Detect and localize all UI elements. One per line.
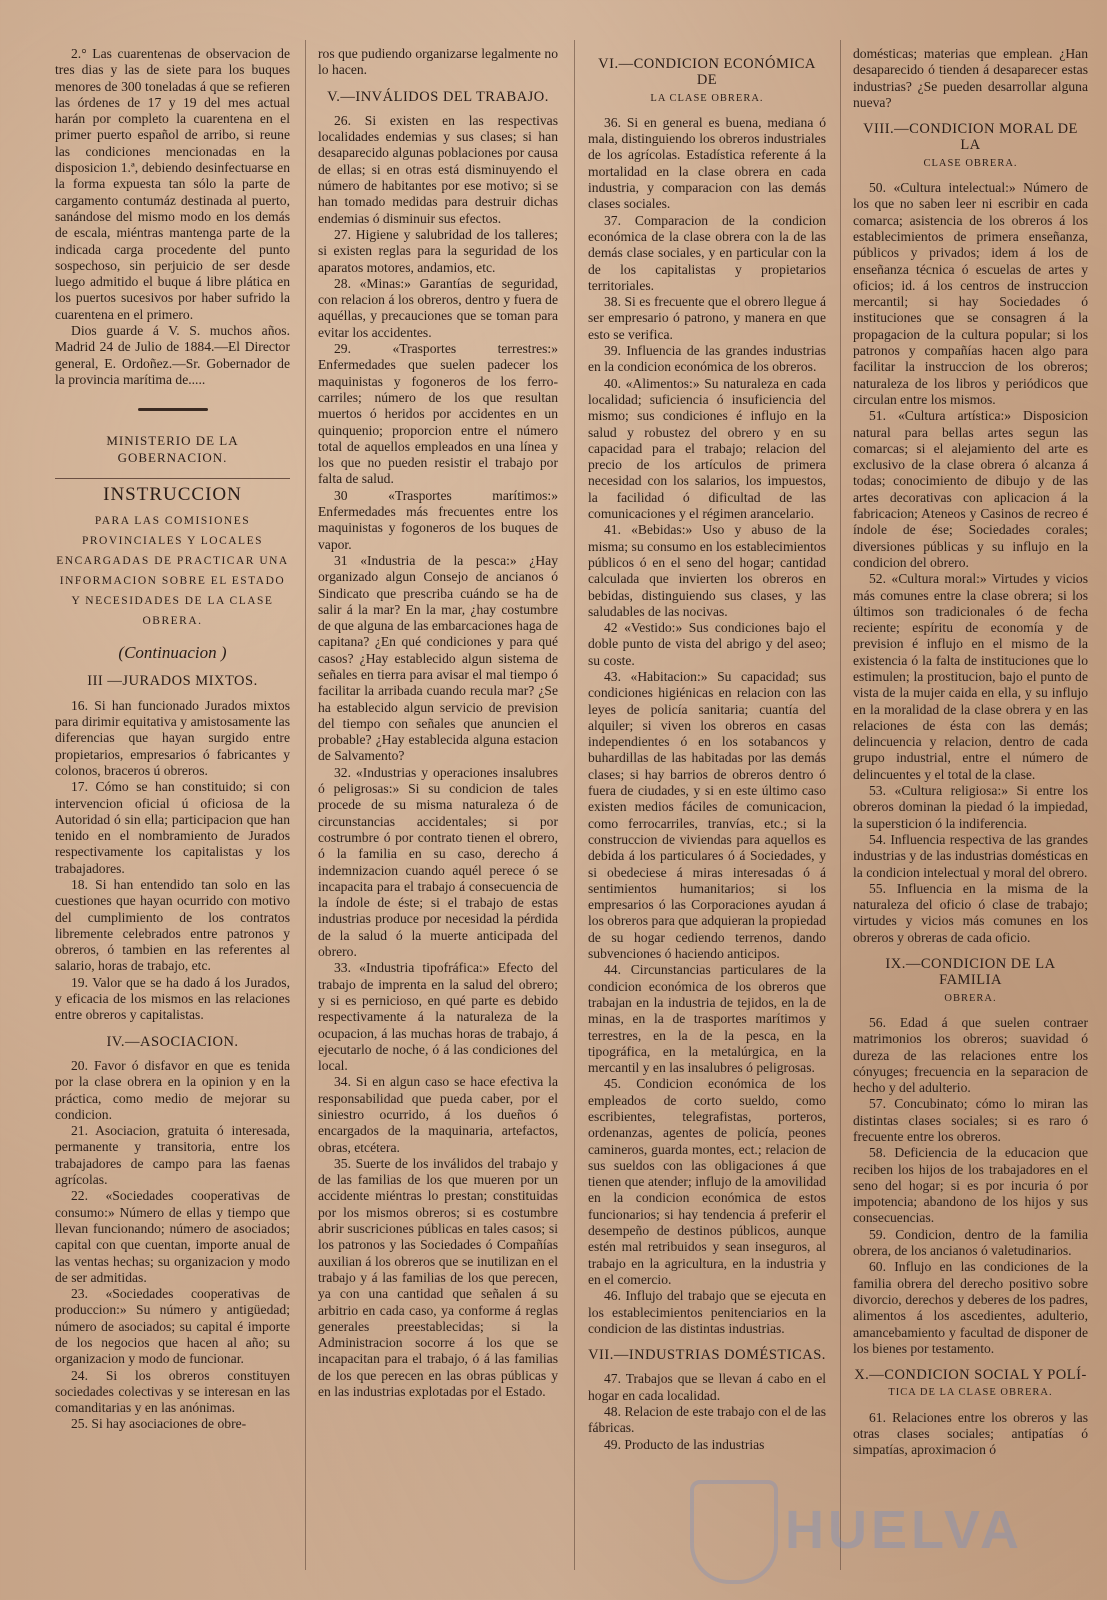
section-heading-line2: OBRERA.	[944, 992, 997, 1004]
paragraph: 44. Circunstancias particulares de la condicion económica de los obreros que trabajan en la industria de tejidos, en la de minas, en la de trasportes marítimos y terrestres, en la de la pesca, en la tipográfica, en la metalúrgica, en la mercantil y en las insalubres ó peligrosas.	[588, 962, 826, 1076]
paragraph: 18. Si han entendido tan solo en las cuestiones que hayan ocurrido con motivo del cumplimiento de los contratos libremente celebrados entre patronos y obreros, ó tambien en las referentes al salario, horas de trabajo, etc.	[55, 876, 290, 974]
paragraph: 28. «Minas:» Garantías de seguridad, con relacion á los obreros, dentro y fuera de aquéllas, y precauciones que se toman para evitar los accidentes.	[318, 275, 558, 340]
paragraph: 39. Influencia de las grandes industrias en la condicion económica de los obreros.	[588, 343, 826, 375]
section-heading-line1: VIII.—CONDICION MORAL DE LA	[863, 121, 1078, 154]
section-heading-line2: TICA DE LA CLASE OBRERA.	[888, 1387, 1053, 1399]
paragraph: 23. «Sociedades cooperativas de produccion:» Su número y antigüedad; número de asociados; su capital é importe de los negocios que hacen al año; su organizacion y modo de funcionar.	[55, 1286, 290, 1367]
paragraph: 36. Si en general es buena, mediana ó mala, distinguiendo los obreros industriales de los agrícolas. Estadística referente á la mortalidad en la clase obrera en cada industria, y comparacion con las demás clases sociales.	[588, 114, 826, 212]
ministry-heading: MINISTERIO DE LA GOBERNACION.	[106, 433, 239, 465]
paragraph: 27. Higiene y salubridad de los talleres; si existen reglas para la seguridad de los aparatos motores, andamios, etc.	[318, 226, 558, 275]
continuation-note: (Continuacion )	[118, 643, 227, 663]
paragraph: 24. Si los obreros constituyen sociedades colectivas y se interesan en las comanditarias y en las anónimas.	[55, 1367, 290, 1416]
paragraph: ros que pudiendo organizarse legalmente no lo hacen.	[318, 46, 558, 78]
paragraph: 34. Si en algun caso se hace efectiva la responsabilidad que pueda caber, por el siniestro ocurrido, á los dueños ó encargados de la maquinaria, artefactos, obras, etcétera.	[318, 1074, 558, 1155]
paragraph: 31 «Industria de la pesca:» ¿Hay organizado algun Consejo de ancianos ó Sindicato que prescriba cuándo se ha de salir á la mar? En la mar, ¿hay costumbre de que alguna de las embarcaciones haga de capitana? ¿En qué condiciones y para qué casos? ¿Hay establecido algun sistema de señales en tierra para avisar el mal tiempo ó facilitar la arribada cuando recula mar? ¿Se ha establecido algun servicio de prevision del tiempo con señales que anuncien el probable? ¿Hay establecida alguna estacion de Salvamento?	[318, 552, 558, 764]
paragraph: 38. Si es frecuente que el obrero llegue á ser empresario ó patrono, y manera en que esto se verifica.	[588, 294, 826, 342]
paragraph: 57. Concubinato; cómo lo miran las distintas clases sociales; si es raro ó frecuente entre los obreros.	[853, 1096, 1088, 1144]
paragraph: 50. «Cultura intelectual:» Número de los que no saben leer ni escribir en cada comarca; asistencia de los obreros á los establecimientos de primera enseñanza, públicos y privados; idem á los de enseñanza técnica ó escuelas de artes y oficios; id. á los centros de instruccion mercantil; si hay Sociedades ó instituciones que se consagren á la propagacion de la cultura popular; si los patronos y compañías hacen algo para facilitar la instruccion de los obreros; naturaleza de los libros y periódicos que circulan entre los mismos.	[853, 180, 1088, 407]
instruction-subtitle: PARA LAS COMISIONES PROVINCIALES Y LOCALES ENCARGADAS DE PRACTICAR UNA INFORMACION SOBRE EL ESTADO Y NECESIDADES DE LA CLASE OBRERA.	[56, 515, 289, 628]
paragraph: 25. Si hay asociaciones de obre-	[71, 1416, 247, 1432]
instruction-title: INSTRUCCION	[55, 478, 290, 503]
watermark-text: HUELVA	[785, 1500, 1023, 1560]
paragraph: 2.° Las cuarentenas de observacion de tres dias y las de siete para los buques menores de 300 toneladas á que se refieren las órdenes de 17 y 19 del mes actual harán por completo la cuarentena en el primer puerto español de arribo, si reune las condiciones mencionadas en la disposicion 1.ª, debiendo desinfectuarse en la forma expuesta tan sólo la parte de cargamento contumáz destinada al puerto, sanándose del mismo modo en los demás de escala, miéntras mantenga parte de la indicada carga procedente del punto sospechoso, sin perjuicio de ser desde luego admitido el buque á libre plática en los puertos sucesivos por haber sufrido la cuarentena en el primero.	[55, 46, 290, 322]
paragraph: 52. «Cultura moral:» Virtudes y vicios más comunes entre la clase obrera; si los últimos son tradicionales ó de fecha reciente; espíritu de economía y de prevision é influjo en el mismo de la existencia ó la falta de instituciones que lo estimulen; la prostitucion, bajo el punto de vista de la mujer caida en ella, y su influjo en la moralidad de la clase obrera y en las relaciones de ésta con las demás; delincuencia y relacion, dentro de cada grupo industrial, entre el número de delincuentes y el total de la clase.	[853, 571, 1088, 782]
section-heading-line2: CLASE OBRERA.	[923, 157, 1018, 169]
column-1	[55, 46, 290, 1566]
section-heading: IV.—ASOCIACION.	[106, 1033, 239, 1050]
paragraph: 40. «Alimentos:» Su naturaleza en cada localidad; suficiencia ó insuficiencia del mismo; sus condiciones é influjo en la salud y robustez del obrero y en su capacidad para el trabajo; relacion del precio de los artículos de primera necesidad con los salarios, los impuestos, la facilidad ó dificultad de las comunicaciones y el régimen arancelario.	[588, 375, 826, 522]
paragraph: 33. «Industria tipofráfica:» Efecto del trabajo de imprenta en la salud del obrero; y si es pernicioso, en qué parte es debido respectivamente á la naturaleza de la ocupacion, á las muchas horas de trabajo, á ejecutarlo de noche, ó á las condiciones del local.	[318, 960, 558, 1074]
paragraph: 19. Valor que se ha dado á los Jurados, y eficacia de los mismos en las relaciones entre obreros y capitalistas.	[55, 974, 290, 1023]
paragraph: 53. «Cultura religiosa:» Si entre los obreros dominan la piedad ó la impiedad, la supersticion ó la indiferencia.	[853, 783, 1088, 831]
column-rule	[574, 40, 575, 1570]
paragraph: 54. Influencia respectiva de las grandes industrias y de las industrias domésticas en la condicion intelectual y moral del obrero.	[853, 831, 1088, 880]
section-heading-line1: IX.—CONDICION DE LA FAMILIA	[885, 956, 1056, 989]
column-3	[588, 46, 826, 1566]
paragraph: 43. «Habitacion:» Su capacidad; sus condiciones higiénicas en relacion con las leyes de policía sanitaria; cuantía del alquiler; si viven los obreros en casas independientes ó en los sotabancos y buhardillas de las habitadas por las demás clases; si hay barrios de obreros dentro ó fuera de ciudades, y si en este último caso existen medios fáciles de comunicacion, como ferrocarriles, tranvías, etc.; si la construccion de viviendas para aquellos es debida á los particulares ó á Sociedades, y si obedeciese á miras interesadas ó á sentimientos humanitarios; si los empresarios ó las Corporaciones ayudan á los obreros para que adquieran la propiedad de su hogar cediendo terrenos, dando subvenciones ó haciendo anticipos.	[588, 668, 826, 962]
paragraph: 26. Si existen en las respectivas localidades endemias y sus clases; si han desaparecido algunas poblaciones por causa de ellas; si en otras está disminuyendo el número de habitantes por ese motivo; si se han tomado medidas para destruir dichas endemias ó disminuir sus efectos.	[318, 112, 558, 226]
paragraph: 51. «Cultura artística:» Disposicion natural para bellas artes segun las comarcas; si el alejamiento del arte es exclusivo de la clase obrera ó alcanza á todas; conocimiento de dibujo y de las artes decorativas con aplicacion á la fabricacion; Ateneos y Casinos de recreo é índole de ése; Sociedades corales; diversiones públicas y su influjo en la condicion del obrero.	[853, 408, 1088, 570]
ornament-divider	[138, 408, 208, 411]
paragraph: 41. «Bebidas:» Uso y abuso de la misma; su consumo en los establecimientos públicos ó en el seno del hogar; cantidad calculada que invierten los obreros en bebidas, distinguiendo sus clases, y las saludables de las nocivas.	[588, 522, 826, 619]
section-heading: V.—INVÁLIDOS DEL TRABAJO.	[327, 88, 549, 105]
paragraph: 45. Condicion económica de los empleados de corto sueldo, como escribientes, telegrafistas, porteros, ordenanzas, agentes de policía, peones camineros, guarda montes, ect.; relacion de sus sueldos con las obligaciones á que tienen que atender; influjo de la amovilidad en la condicion económica de estos funcionarios; si hay tendencia á preferir el desempeño de destinos públicos, aunque estén mal retribuidos y sean inseguros, al trabajo en la agricultura, en la industria y en el comercio.	[588, 1076, 826, 1287]
section-heading: VII.—INDUSTRIAS DOMÉSTICAS.	[588, 1347, 826, 1364]
paragraph: 37. Comparacion de la condicion económica de la clase obrera con la de las demás clase sociales, y en particular con la de los capitalistas y propietarios territoriales.	[588, 212, 826, 293]
paragraph: domésticas; materias que emplean. ¿Han desaparecido ó tienden á desaparecer estas industrias? ¿Se pueden desarrollar alguna nueva?	[853, 46, 1088, 110]
section-heading	[853, 1367, 1088, 1402]
paragraph: 20. Favor ó disfavor en que es tenida por la clase obrera en la opinion y en la práctica, como medio de mejorar su condicion.	[55, 1057, 290, 1122]
paragraph: 47. Trabajos que se llevan á cabo en el hogar en cada localidad.	[588, 1371, 826, 1403]
column-2	[318, 46, 558, 1566]
paragraph: 55. Influencia en la misma de la naturaleza del oficio ó clase de trabajo; virtudes y vicios más comunes en los obreros y obreras de cada oficio.	[853, 880, 1088, 945]
section-heading	[853, 956, 1088, 1007]
column-rule	[305, 40, 306, 1570]
paragraph: 49. Producto de las industrias	[604, 1436, 765, 1452]
paragraph: 59. Condicion, dentro de la familia obrera, de los ancianos ó valetudinarios.	[853, 1226, 1088, 1259]
paragraph: Dios guarde á V. S. muchos años. Madrid 24 de Julio de 1884.—El Director general, E. Ordoñez.—Sr. Gobernador de la provincia marítima de.....	[55, 323, 290, 387]
paragraph: 35. Suerte de los inválidos del trabajo y de las familias de los que mueren por un accidente miéntras lo prestan; constituidas por los mismos obreros; si es costumbre abrir suscriciones públicas en tales casos; si los patronos y las Sociedades ó Compañías auxilian á los obreros que se inutilizan en el trabajo y á las familias de los que perecen, ya con una cantidad que señalen á su arbitrio en cada caso, ya conforme á reglas generales preestablecidas; si la Administracion socorre á los que se incapacitan para el trabajo, ó á las familias de los que perecen en las obras públicas y en las industrias explotadas por el Estado.	[318, 1155, 558, 1400]
paragraph: 29. «Trasportes terrestres:» Enfermedades que suelen padecer los maquinistas y fogoneros de los ferro-carriles; número de los que resultan muertos ó heridos por accidentes en un quinquenio; proporcion entre el número total de aquellos empleados en una línea y los que no pueden resistir el trabajo por falta de salud.	[318, 341, 558, 487]
section-heading-line2: LA CLASE OBRERA.	[650, 92, 764, 104]
paragraph: 58. Deficiencia de la educacion que reciben los hijos de los trabajadores en el seno del hogar; si es por incuria ó por impotencia; abandono de los hijos y sus consecuencias.	[853, 1145, 1088, 1226]
paragraph: 21. Asociacion, gratuita ó interesada, permanente y transitoria, entre los trabajadores de campo para las faenas agrícolas.	[55, 1123, 290, 1188]
paragraph: 17. Cómo se han constituido; si con intervencion oficial ú oficiosa de la Autoridad ó sin ella; participacion que han tenido en el nombramiento de Jurados respectivamente los capitalistas y los trabajadores.	[55, 779, 290, 876]
section-heading	[853, 121, 1088, 172]
paragraph: 30 «Trasportes marítimos:» Enfermedades más frecuentes entre los maquinistas y fogoneros de los buques de vapor.	[318, 487, 558, 552]
paragraph: 42 «Vestido:» Sus condiciones bajo el doble punto de vista del abrigo y del aseo; su coste.	[588, 620, 826, 668]
paragraph: 16. Si han funcionado Jurados mixtos para dirimir equitativa y amistosamente las diferencias que hayan surgido entre propietarios, empresarios ó fabricantes y colonos, braceros ú obreros.	[55, 697, 290, 778]
section-heading	[588, 56, 826, 107]
section-heading: III —JURADOS MIXTOS.	[87, 673, 258, 690]
paragraph: 32. «Industrias y operaciones insalubres ó peligrosas:» Si su condicion de tales procede de su misma naturaleza ó de circunstancias accidentales; si por costrumbre ó por contrato tienen el obrero, ó la familia en su caso, derecho á indemnizacion cuando aquél perece ó se incapacita para el trabajo á consecuencia de la índole de éste; si el trabajo de estas industrias produce por necesidad la pérdida de la salud ó la muerte anticipada del obrero.	[318, 764, 558, 960]
paragraph: 61. Relaciones entre los obreros y las otras clases sociales; antipatías ó simpatías, aproximacion ó	[853, 1409, 1088, 1458]
paragraph: 56. Edad á que suelen contraer matrimonios los obreros; suavidad ó dureza de las relaciones entre los cónyuges; frecuencia en la separacion de hecho y del adulterio.	[853, 1014, 1088, 1096]
paragraph: 48. Relacion de este trabajo con el de las fábricas.	[588, 1404, 826, 1436]
section-heading-line1: X.—CONDICION SOCIAL Y POLÍ-	[854, 1367, 1087, 1384]
column-4	[853, 46, 1088, 1566]
section-heading-line1: VI.—CONDICION ECONÓMICA DE	[598, 56, 816, 89]
paragraph: 60. Influjo en las condiciones de la familia obrera del derecho positivo sobre divorcio, derechos y deberes de los padres, alimentos á los ascedientes, adulterio, amancebamiento y facultad de disponer de los bienes por testamento.	[853, 1259, 1088, 1356]
column-rule	[840, 40, 841, 1570]
paragraph: 22. «Sociedades cooperativas de consumo:» Número de ellas y tiempo que llevan funcionando; número de asociados; capital con que cuentan, importe anual de las ventas hechas; su organizacion y modo de ser admitidas.	[55, 1188, 290, 1285]
paragraph: 46. Influjo del trabajo que se ejecuta en los establecimientos penitenciarios en la condicion de las distintas industrias.	[588, 1288, 826, 1336]
